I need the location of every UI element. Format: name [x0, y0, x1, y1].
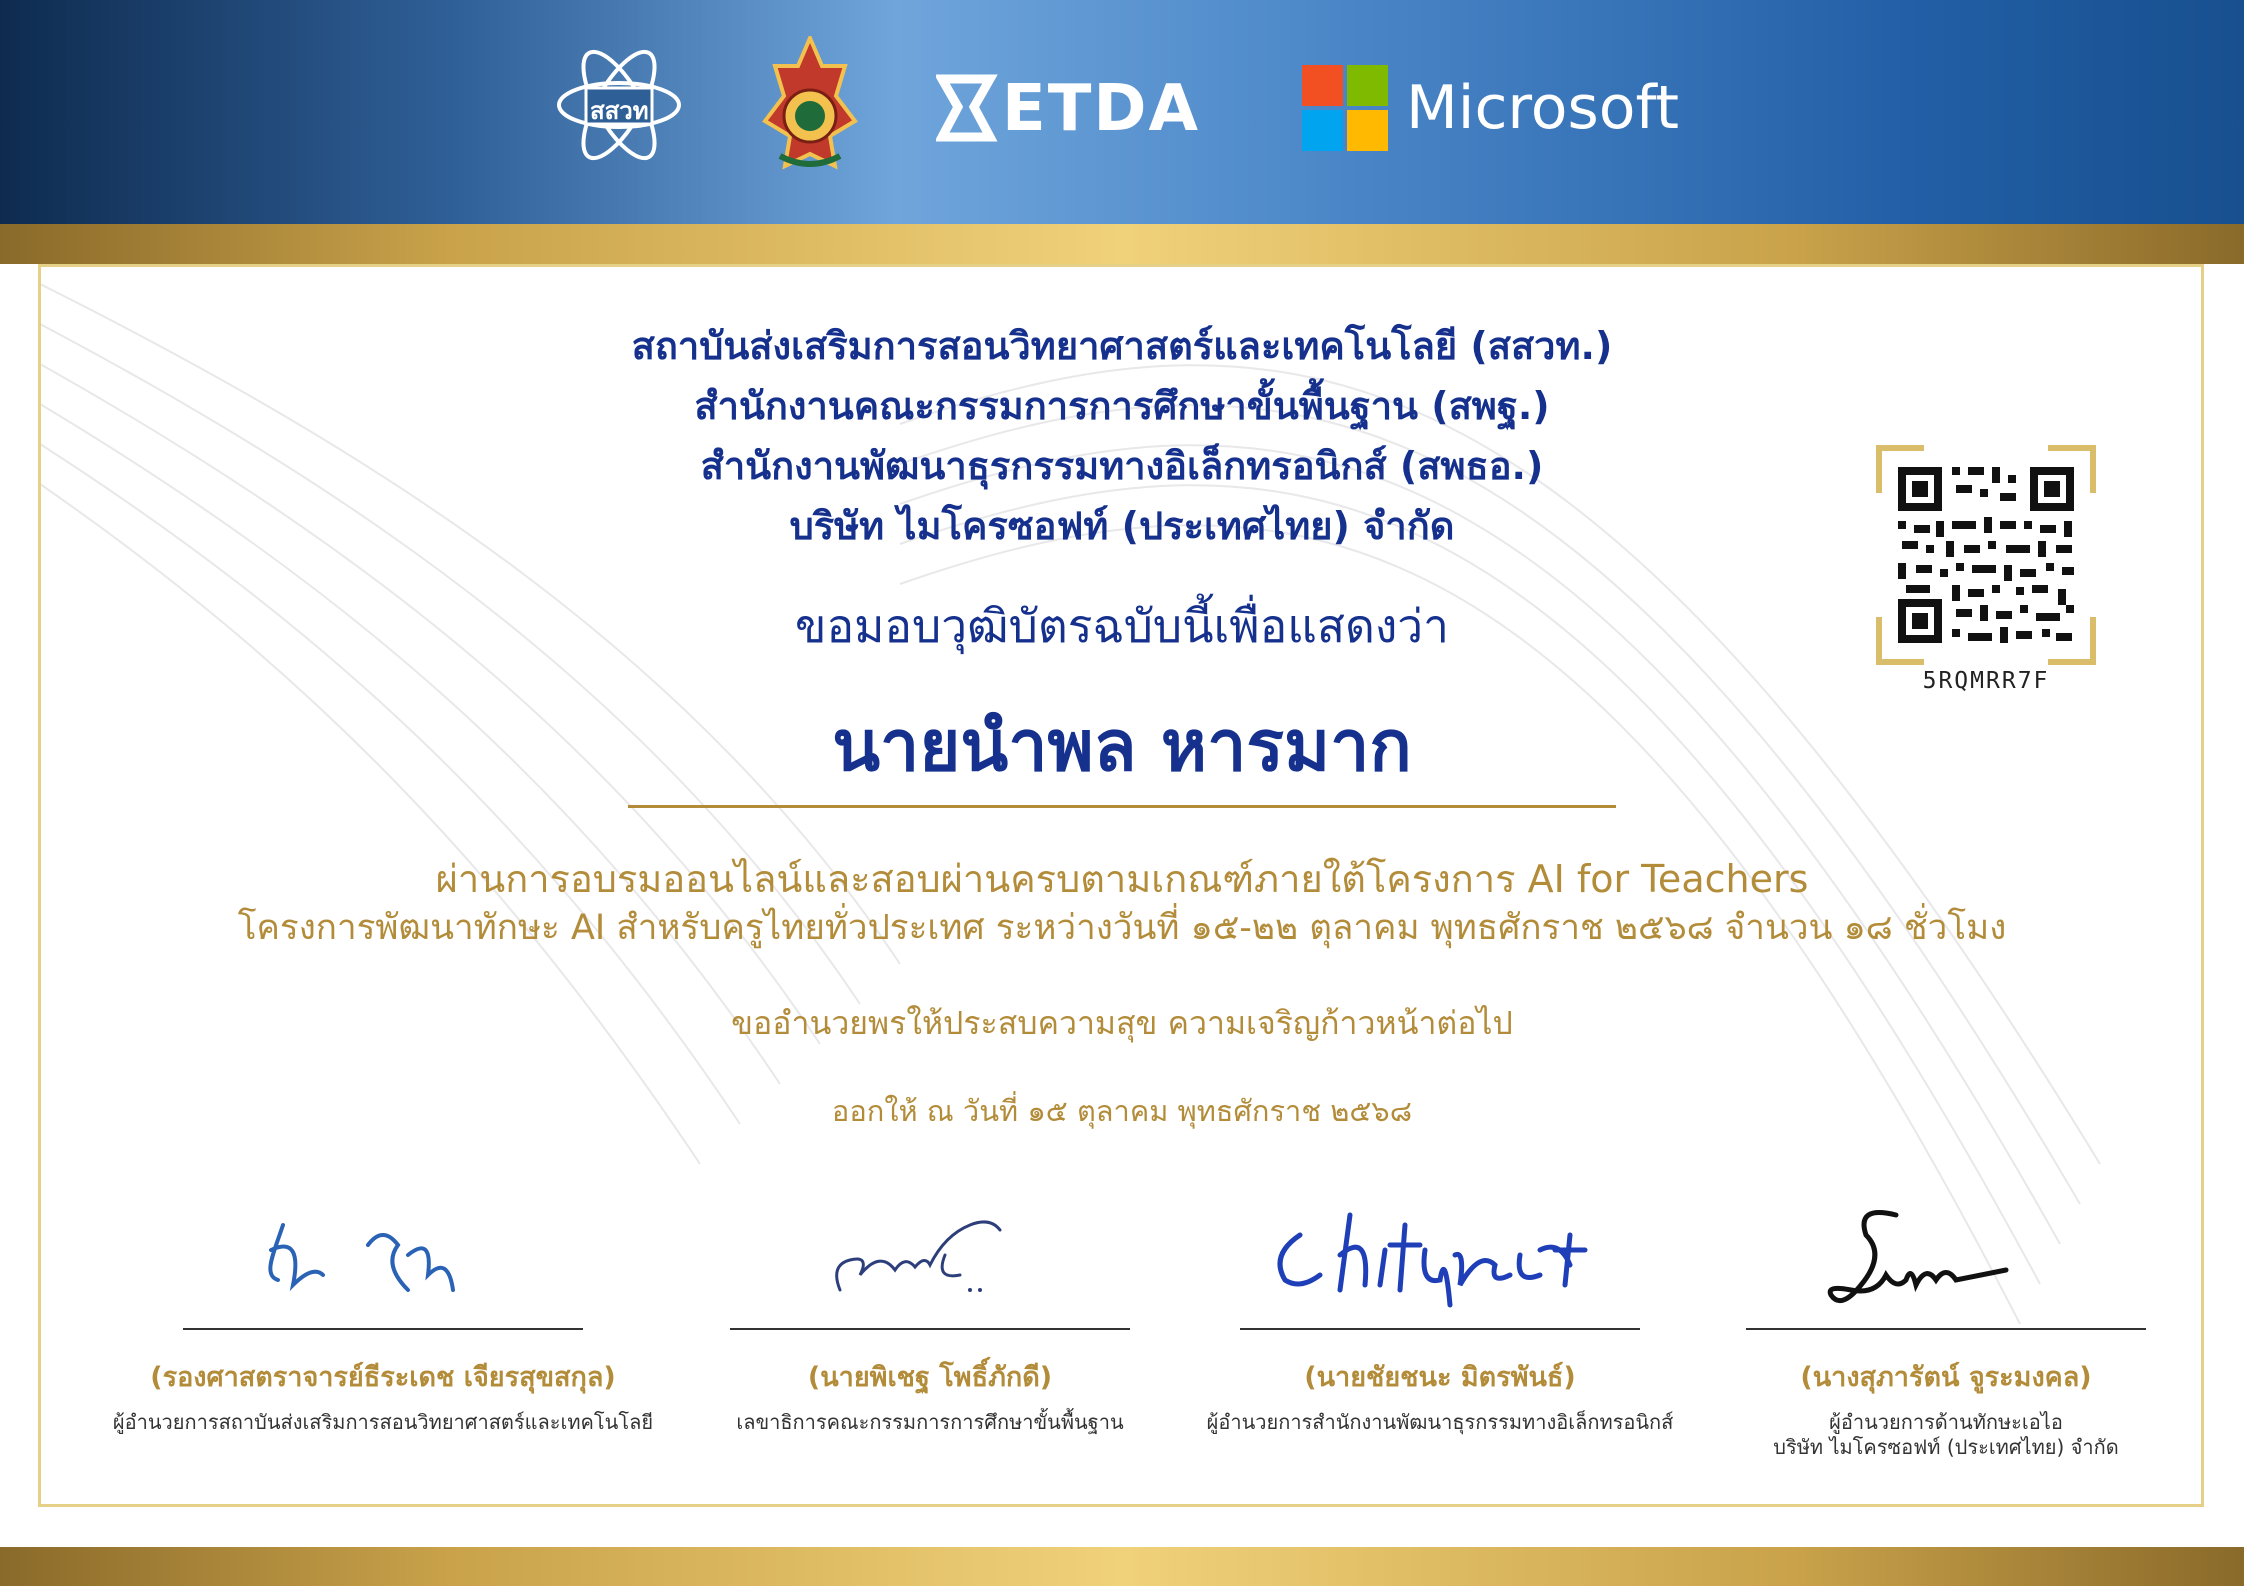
signatory-3: [1206, 1195, 1674, 1465]
signature-1-image: [183, 1195, 583, 1325]
signatory-2-name: (นายพิเชฐ โพธิ์ภักดี): [807, 1362, 1053, 1393]
obec-emblem: [760, 36, 860, 174]
signatory-2: [730, 1195, 1130, 1465]
header-banner: [0, 0, 2244, 224]
signature-line-4: [1746, 1328, 2146, 1330]
signatory-4-title-line-1: ผู้อำนวยการด้านทักษะเอไอ: [1829, 1410, 2063, 1434]
signature-3-image: [1240, 1195, 1640, 1325]
bottom-gold-band: [0, 1547, 2244, 1586]
name-underline: [628, 805, 1616, 808]
issue-date: ออกให้ ณ วันที่ ๑๕ ตุลาคม พุทธศักราช ๒๕๖๘: [831, 1094, 1413, 1128]
org-line-1: สถาบันส่งเสริมการสอนวิทยาศาสตร์และเทคโนโลยี (สสวท.): [631, 324, 1613, 368]
etda-logo: [936, 68, 1201, 148]
description-line-1: ผ่านการอบรมออนไลน์และสอบผ่านครบตามเกณฑ์ภายใต้โครงการ AI for Teachers: [435, 857, 1809, 901]
etda-logo-text: ETDA: [1002, 72, 1201, 146]
microsoft-logo-text: Microsoft: [1406, 73, 1680, 143]
blessing-text: ขออำนวยพรให้ประสบความสุข ความเจริญก้าวหน้าต่อไป: [731, 1004, 1513, 1042]
microsoft-logo: [1302, 65, 1722, 155]
org-line-3: สำนักงานพัฒนาธุรกรรมทางอิเล็กทรอนิกส์ (สพธอ.): [700, 444, 1544, 488]
partner-logos: [540, 30, 1740, 190]
ipst-logo-text: สสวท: [590, 97, 649, 125]
description-line-2: โครงการพัฒนาทักษะ AI สำหรับครูไทยทั่วประเทศ ระหว่างวันที่ ๑๕-๒๒ ตุลาคม พุทธศักราช ๒๕๖๘ จำนวน ๑๘ ชั่วโมง: [237, 908, 2007, 948]
certificate-intro: ขอมอบวุฒิบัตรฉบับนี้เพื่อแสดงว่า: [795, 599, 1449, 653]
top-gold-band: [0, 224, 2244, 264]
signatory-4-title: [1636, 1410, 2244, 1460]
signatory-1-name: (รองศาสตราจารย์ธีระเดช เจียรสุขสกุล): [150, 1362, 616, 1393]
signature-4-image: [1746, 1195, 2146, 1325]
signatory-4-name: (นางสุภารัตน์ จูระมงคล): [1800, 1362, 2092, 1393]
signatory-3-title-line-1: ผู้อำนวยการสำนักงานพัฒนาธุรกรรมทางอิเล็กทรอนิกส์: [1206, 1410, 1674, 1434]
signature-2-image: [730, 1195, 1130, 1325]
signature-line-3: [1240, 1328, 1640, 1330]
signatory-1: [112, 1195, 654, 1465]
signatory-4-title-line-2: บริษัท ไมโครซอฟท์ (ประเทศไทย) จำกัด: [1773, 1435, 2119, 1459]
signature-line-2: [730, 1328, 1130, 1330]
qr-code[interactable]: [1876, 445, 2096, 665]
qr-code-label: 5RQMRR7F: [1922, 668, 2050, 694]
signatory-1-title-line-1: ผู้อำนวยการสถาบันส่งเสริมการสอนวิทยาศาสตร์และเทคโนโลยี: [112, 1410, 654, 1434]
signatory-3-name: (นายชัยชนะ มิตรพันธ์): [1304, 1362, 1576, 1393]
signatory-1-title: [73, 1410, 693, 1435]
signatory-4: [1746, 1195, 2146, 1465]
org-line-2: สำนักงานคณะกรรมการการศึกษาขั้นพื้นฐาน (สพฐ.): [694, 384, 1550, 428]
ipst-logo: [554, 38, 684, 173]
signature-line-1: [183, 1328, 583, 1330]
signatory-2-title-line-1: เลขาธิการคณะกรรมการการศึกษาขั้นพื้นฐาน: [736, 1410, 1124, 1434]
recipient-name: นายนำพล หารมาก: [832, 705, 1412, 787]
org-line-4: บริษัท ไมโครซอฟท์ (ประเทศไทย) จำกัด: [789, 504, 1455, 548]
